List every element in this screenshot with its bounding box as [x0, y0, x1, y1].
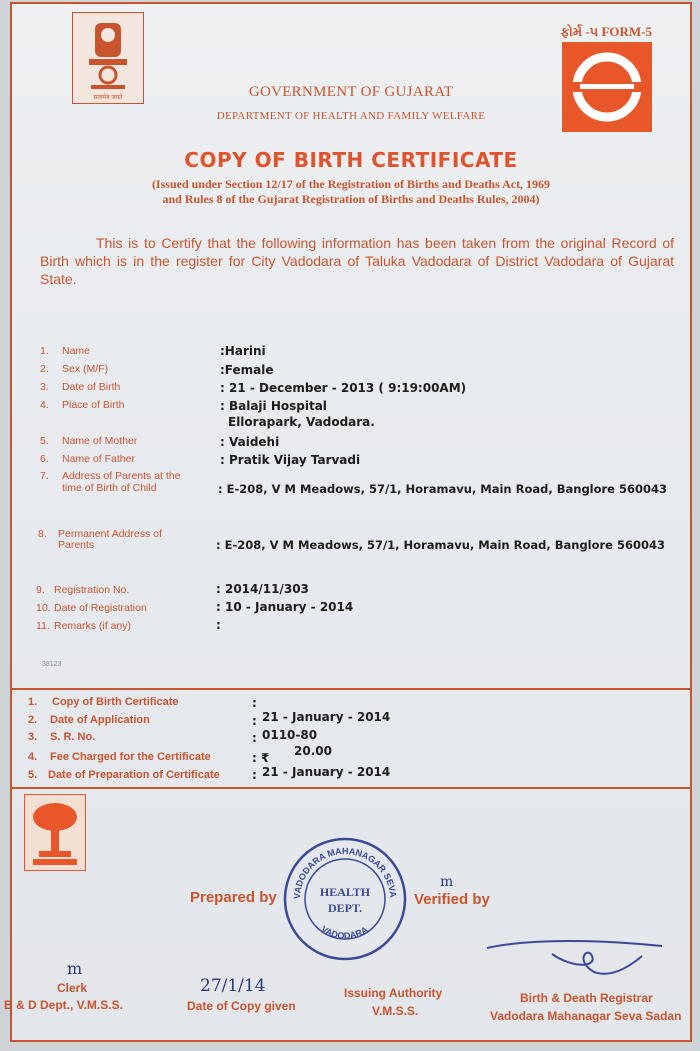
handwritten-date: 27/1/14 [200, 976, 266, 996]
detail-label-permanent-address-line2: Parents [58, 539, 95, 551]
copy-colon: : ₹ [252, 751, 270, 765]
detail-value-permanent-address: : E-208, V M Meadows, 57/1, Horamavu, Main Road, Banglore 560043 [216, 538, 665, 552]
detail-label-dob: Date of Birth [62, 381, 121, 393]
detail-no: 6. [40, 453, 49, 465]
date-of-copy-label: Date of Copy given [187, 999, 296, 1013]
detail-value-father: : Pratik Vijay Tarvadi [220, 453, 361, 467]
svg-text:VADODARA [319, 924, 370, 941]
registrar-signature [482, 934, 672, 984]
detail-no: 2. [40, 363, 49, 375]
detail-value-address-birth: : E-208, V M Meadows, 57/1, Horamavu, Main Road, Banglore 560043 [218, 482, 667, 496]
certificate-title: COPY OF BIRTH CERTIFICATE [184, 148, 518, 172]
copy-label: S. R. No. [50, 731, 96, 743]
detail-no: 8. [38, 528, 47, 540]
prepared-by-label: Prepared by [190, 889, 277, 906]
seal-top-text: VADODARA MAHANAGAR SEVA [291, 845, 399, 900]
detail-value-registration-date: : 10 - January - 2014 [216, 600, 354, 614]
detail-no: 4. [40, 399, 49, 411]
detail-label-sex: Sex (M/F) [62, 363, 109, 375]
verifier-initials: m [440, 874, 454, 890]
form-number: ફોર્મ -૫ FORM-5 [560, 24, 652, 39]
copy-label: Date of Preparation of Certificate [48, 769, 220, 781]
clerk-initials: m [67, 959, 83, 978]
detail-value-name: :Harini [220, 344, 266, 358]
detail-label-mother: Name of Mother [62, 435, 138, 447]
copy-colon: : [252, 731, 257, 745]
detail-no: 5. [40, 435, 49, 447]
registrar-org-label: Vadodara Mahanagar Seva Sadan [490, 1009, 682, 1023]
registrar-label: Birth & Death Registrar [520, 991, 653, 1005]
detail-label-registration-no: Registration No. [54, 584, 130, 596]
copy-no: 3. [28, 731, 38, 743]
emblem-motto: सत्यमेव जयते [93, 95, 123, 101]
copy-colon: : [252, 714, 257, 728]
health-dept-seal [280, 834, 410, 964]
copy-value-preparation-date: 21 - January - 2014 [262, 765, 391, 779]
copy-no: 2. [28, 714, 38, 726]
detail-label-registration-date: Date of Registration [54, 602, 147, 614]
divider [12, 787, 690, 789]
tree-logo [24, 794, 86, 871]
detail-label-permanent-address: Permanent Address of [58, 528, 162, 540]
detail-value-registration-no: : 2014/11/303 [216, 582, 309, 596]
seal-center-line1: HEALTH [319, 885, 371, 899]
divider [12, 688, 690, 690]
seal-bottom-text: VADODARA [319, 923, 370, 941]
copy-label: Date of Application [50, 714, 150, 726]
clerk-dept-label: B & D Dept., V.M.S.S. [4, 998, 123, 1012]
copy-label: Fee Charged for the Certificate [50, 751, 211, 763]
copy-value-fee: 20.00 [294, 744, 332, 758]
detail-value-mother: : Vaidehi [220, 435, 280, 449]
detail-value-sex: :Female [220, 363, 274, 377]
copy-value-sr-no: 0110-80 [262, 728, 318, 742]
detail-value-dob: : 21 - December - 2013 ( 9:19:00AM) [220, 381, 467, 395]
detail-no: 11. [36, 620, 50, 632]
verified-by-label: Verified by [414, 891, 490, 908]
detail-label-address-birth-line2: time of Birth of Child [62, 482, 157, 494]
detail-no: 1. [40, 345, 49, 357]
copy-colon: : [252, 696, 257, 710]
copy-colon: : [252, 768, 257, 782]
detail-no: 3. [40, 381, 49, 393]
issuing-authority-label: Issuing Authority [344, 986, 443, 1000]
detail-value-place-line2: Ellorapark, Vadodara. [228, 415, 375, 429]
detail-label-remarks: Remarks (if any) [54, 620, 132, 632]
detail-no: 9. [36, 584, 45, 596]
copy-no: 5. [28, 769, 38, 781]
certification-statement: This is to Certify that the following information has been taken from the original Record of Birth which is in the register for City Vadodara of Taluka Vadodara of District Vadodara of Gujarat State. [40, 235, 674, 287]
department-heading: DEPARTMENT OF HEALTH AND FAMILY WELFARE [216, 110, 486, 122]
detail-label-address-birth: Address of Parents at the [62, 470, 181, 482]
issued-under-note: (Issued under Section 12/17 of the Registration of Births and Deaths Act, 1969 and Rules 8 of the Gujarat Registration of Births and Deaths Rules, 2004) [151, 177, 551, 206]
government-heading: GOVERNMENT OF GUJARAT [248, 84, 454, 100]
detail-value-remarks: : [216, 618, 221, 632]
copy-value-application-date: 21 - January - 2014 [262, 710, 391, 724]
clerk-label: Clerk [57, 981, 88, 995]
seal-center-line2: DEPT. [327, 901, 363, 915]
serial-stamp: 38123 [42, 661, 62, 668]
copy-no: 1. [28, 696, 38, 708]
detail-no: 10. [36, 602, 51, 614]
detail-label-father: Name of Father [62, 453, 135, 465]
copy-no: 4. [28, 751, 38, 763]
detail-label-place: Place of Birth [62, 399, 125, 411]
detail-value-place: : Balaji Hospital [220, 399, 327, 413]
copy-label: Copy of Birth Certificate [52, 696, 179, 708]
detail-no: 7. [40, 470, 49, 482]
certificate-sheet [4, 2, 692, 1042]
issuing-org-label: V.M.S.S. [372, 1004, 419, 1018]
detail-label-name: Name [62, 345, 91, 357]
